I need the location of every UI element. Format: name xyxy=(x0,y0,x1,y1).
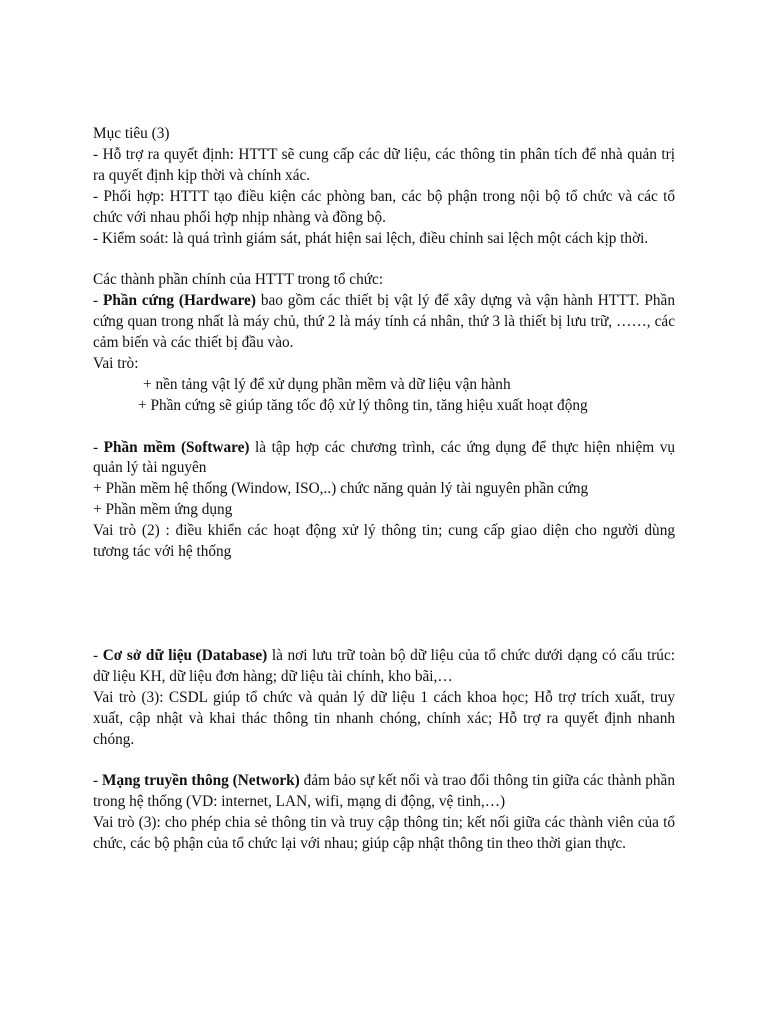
hardware-role-1: + nền tảng vật lý để xử dụng phần mềm và dữ liệu vận hành xyxy=(143,375,511,393)
hardware-role-2: + Phần cứng sẽ giúp tăng tốc độ xử lý thông tin, tăng hiệu xuất hoạt động xyxy=(138,396,588,414)
database-prefix: - xyxy=(93,647,103,664)
database-text: là nơi lưu trữ toàn bộ dữ liệu của tổ chức dưới dạng có cấu trúc: dữ liệu KH, dữ liệu đơn hàng; dữ liệu tài chính, kho bãi,… xyxy=(93,647,675,685)
hardware-paragraph xyxy=(93,291,675,354)
network-role: Vai trò (3): cho phép chia sẻ thông tin và truy cập thông tin; kết nối giữa các thành viên của tổ chức, các bộ phận của tổ chức lại với nhau; giúp cập nhật thông tin theo thời gian thực. xyxy=(93,814,675,853)
network-text: đảm bảo sự kết nối và trao đổi thông tin giữa các thành phần trong hệ thống (VD: internet, LAN, wifi, mạng di động, vệ tinh,…) xyxy=(93,772,675,811)
database-role: Vai trò (3): CSDL giúp tổ chức và quản lý dữ liệu 1 cách khoa học; Hỗ trợ trích xuất, truy xuất, cập nhật và khai thác thông tin nhanh chóng, chính xác; Hỗ trợ ra quyết định nhanh chóng. xyxy=(93,688,675,748)
spacer xyxy=(93,563,675,646)
spacer xyxy=(93,751,675,772)
hardware-prefix: - xyxy=(93,292,103,310)
goal-item-coordination: - Phối hợp: HTTT tạo điều kiện các phòng ban, các bộ phận trong nội bộ tổ chức và các tổ chức với nhau phối hợp nhịp nhàng và đồng bộ. xyxy=(93,187,675,226)
hardware-text: bao gồm các thiết bị vật lý để xây dựng và vận hành HTTT. Phần cứng quan trong nhất là máy chủ, thứ 2 là máy tính cá nhân, thứ 3 là thiết bị lưu trữ, ……, các cảm biến và các thiết bị đầu vào. xyxy=(93,292,675,352)
goal-item-decision-support: - Hỗ trợ ra quyết định: HTTT sẽ cung cấp các dữ liệu, các thông tin phân tích để nhà quản trị ra quyết định kịp thời và chính xác. xyxy=(93,145,675,184)
software-term: Phần mềm (Software) xyxy=(103,438,250,456)
network-prefix: - xyxy=(93,772,102,790)
software-item-application: + Phần mềm ứng dụng xyxy=(93,501,233,519)
hardware-role-label: Vai trò: xyxy=(93,354,139,372)
document-page xyxy=(93,124,675,855)
goals-heading: Mục tiêu (3) xyxy=(93,125,170,142)
database-paragraph xyxy=(93,646,675,688)
software-prefix: - xyxy=(93,438,104,456)
network-paragraph xyxy=(93,771,675,813)
database-term: Cơ sở dữ liệu (Database) xyxy=(102,647,268,664)
hardware-term: Phần cứng (Hardware) xyxy=(102,292,256,310)
goal-item-control: - Kiểm soát: là quá trình giám sát, phát hiện sai lệch, điều chỉnh sai lệch một cách kịp thời. xyxy=(93,229,649,247)
components-heading: Các thành phần chính của HTTT trong tổ chức: xyxy=(93,271,384,289)
software-text: là tập hợp các chương trình, các ứng dụng để thực hiện nhiệm vụ quản lý tài nguyên xyxy=(93,438,676,477)
network-term: Mạng truyền thông (Network) xyxy=(102,772,300,790)
spacer xyxy=(93,417,675,438)
software-item-system: + Phần mềm hệ thống (Window, ISO,..) chức năng quản lý tài nguyên phần cứng xyxy=(93,480,589,498)
software-paragraph xyxy=(93,438,675,480)
spacer xyxy=(93,249,675,270)
software-role: Vai trò (2) : điều khiển các hoạt động xử lý thông tin; cung cấp giao diện cho người dùng tương tác với hệ thống xyxy=(93,522,675,561)
